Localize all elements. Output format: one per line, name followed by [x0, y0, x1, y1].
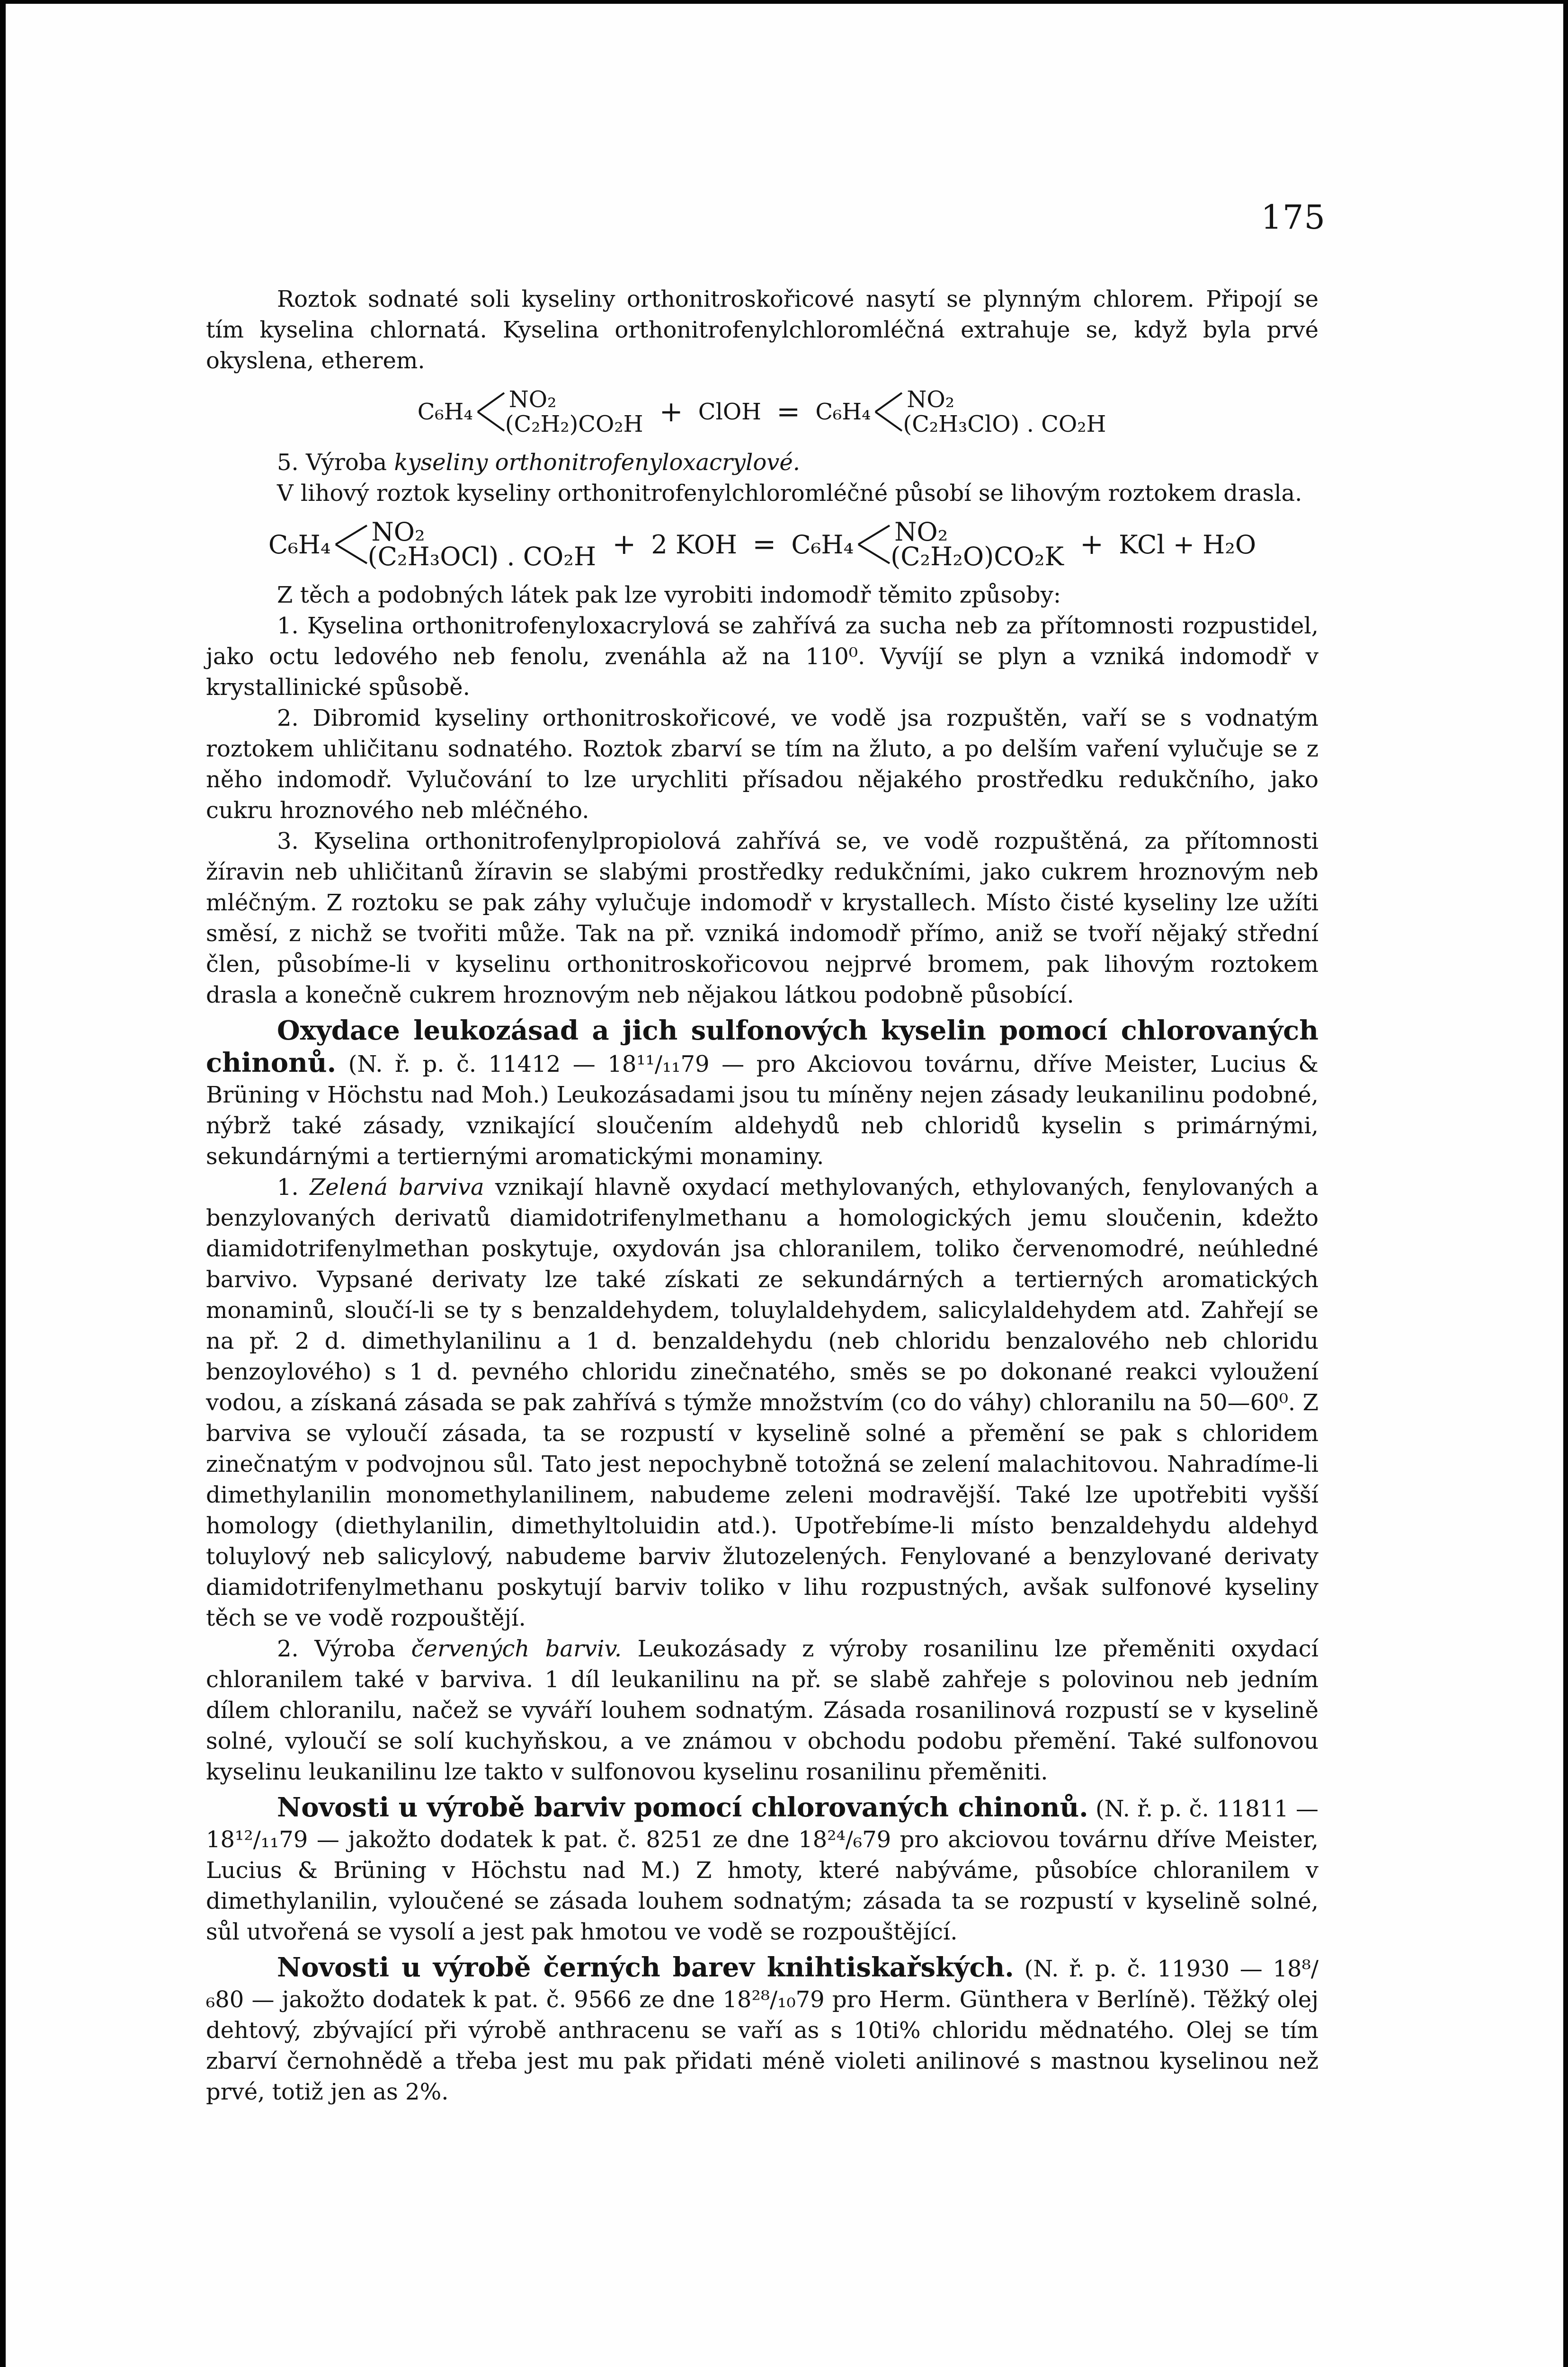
formula-2-right-base: C₆H₄	[791, 529, 854, 560]
formula-2-right-top: NO₂	[894, 517, 948, 547]
formula-2-plus-2: +	[1079, 527, 1104, 561]
section-novosti-cernych-heading: Novosti u výrobě černých barev knihtiskařských.	[277, 1952, 1014, 1983]
formula-2-right-bottom: (C₂H₂O)CO₂K	[891, 542, 1064, 571]
formula-2-reagent: 2 KOH	[651, 529, 738, 560]
bond-fork-icon	[857, 523, 891, 566]
methods-intro: Z těch a podobných látek pak lze vyrobiti indomodř těmito způsoby:	[277, 582, 1061, 608]
formula-1	[206, 376, 1319, 447]
formula-1-left-base: C₆H₄	[417, 398, 473, 425]
item-5-prefix: 5. Výroba	[277, 449, 394, 476]
scan-border-left	[0, 0, 6, 2367]
formula-2-products: KCl + H₂O	[1119, 529, 1256, 560]
formula-1-left-top: NO₂	[508, 386, 557, 413]
section-novosti-cernych-body: (N. ř. p. č. 11930 — 18⁸/₆80 — jakožto dodatek k pat. č. 9566 ze dne 18²⁸/₁₀79 pro Herm. Günthera v Berlíně). Těžký olej dehtový, zbývající při výrobě anthracenu se vaří as s 10ti% chloridu mědnatého. Olej se tím zbarví černohnědě a třeba jest mu pak přidati méně violeti anilinové s mastnou kyselinou než prvé, totiž jen as 2%.	[206, 1956, 1319, 2105]
item-5-title-line	[206, 447, 1319, 478]
section-novosti-barviv-heading: Novosti u výrobě barviv pomocí chlorovaných chinonů.	[277, 1792, 1088, 1823]
section-oxydace-heading: Oxydace leukozásad a jich sulfonových kyselin pomocí chlorovaných chinonů.	[206, 1015, 1319, 1078]
bond-fork-icon	[335, 523, 368, 566]
method-3: 3. Kyselina orthonitrofenylpropiolová zahřívá se, ve vodě rozpuštěná, za přítomnosti žíravin neb uhličitanů žíravin se slabými prostředky redukčními, jako cukrem hroznovým neb mléčným. Z roztoku se pak záhy vylučuje indomodř v krystallech. Místo čisté kyseliny lze užíti směsí, z nichž se tvořiti může. Tak na př. vzniká indomodř přímo, aniž se tvoří nějaký střední člen, působíme-li v kyselinu orthonitroskořicovou nejprvé bromem, pak lihovým roztokem drasla a konečně cukrem hroznovým neb nějakou látkou podobně působící.	[206, 828, 1319, 1008]
item-2-text: Leukozásady z výroby rosanilinu lze přeměniti oxydací chloranilem také v barviva. 1 díl leukanilinu na př. se slabě zahřeje s polovinou neb jedním dílem chloranilu, načež se vyváří louhem sodnatým. Zásada rosanilinová rozpustí se v kyselině solné, vyloučí se solí kuchyňskou, a ve známou v obchodu podobu přemění. Také sulfonovou kyselinu leukanilinu lze takto v sulfonovou kyselinu rosanilinu přeměniti.	[206, 1636, 1319, 1785]
item-2-title: červených barviv.	[411, 1636, 622, 1662]
formula-1-right-branches	[903, 387, 1106, 436]
item-1-prefix: 1.	[277, 1174, 310, 1201]
formula-2-left-top: NO₂	[371, 517, 425, 547]
scan-border-right	[1563, 0, 1568, 2367]
formula-1-equals: =	[776, 395, 801, 428]
formula-2-left-bottom: (C₂H₃OCl) . CO₂H	[367, 542, 597, 571]
formula-2-left-base: C₆H₄	[268, 529, 331, 560]
item-1-title: Zelená barviva	[309, 1174, 484, 1201]
formula-2-equals: =	[752, 527, 776, 561]
formula-1-right-base: C₆H₄	[815, 398, 871, 425]
formula-2-right-branches	[891, 517, 1064, 571]
section-oxydace-body: (N. ř. p. č. 11412 — 18¹¹/₁₁79 — pro Akciovou továrnu, dříve Meister, Lucius & Brüning v Höchstu nad Moh.) Leukozásadami jsou tu míněny nejen zásady leukanilinu podobné, nýbrž také zásady, vznikající sloučením aldehydů neb chloridů kyselin s primárnými, sekundárnými a tertiernými aromatickými monaminy.	[206, 1051, 1319, 1170]
item-1-text: vznikají hlavně oxydací methylovaných, ethylovaných, fenylovaných a benzylovaných derivatů diamidotrifenylmethanu a homologických jemu sloučenin, kdežto diamidotrifenylmethan poskytuje, oxydován jsa chloranilem, toliko červenomodré, neúhledné barvivo. Vypsané derivaty lze také získati ze sekundárných a tertierných aromatických monaminů, sloučí-li se ty s benzaldehydem, toluylaldehydem, salicylaldehydem atd. Zahřejí se na př. 2 d. dimethylanilinu a 1 d. benzaldehydu (neb chloridu benzalového neb chloridu benzoylového) s 1 d. pevného chloridu zinečnatého, směs se po dokonané reakci vyloužení vodou, a získaná zásada se pak zahřívá s týmže množstvím (co do váhy) chloranilu na 50—60⁰. Z barviva se vyloučí zásada, ta se rozpustí v kyselině solné a přemění se pak s chloridem zinečnatým v podvojnou sůl. Tato jest nepochybně totožná se zelení malachitovou. Nahradíme-li dimethylanilin monomethylanilinem, nabudeme zeleni modravější. Také lze upotřebiti vyšší homology (diethylanilin, dimethyltoluidin atd.). Upotřebíme-li místo benzaldehydu aldehyd toluylový neb salicylový, nabudeme barviv žlutozelených. Fenylované a benzylované derivaty diamidotrifenylmethanu poskytují barviv toliko v lihu rozpustných, avšak sulfonové kyseliny těch se ve vodě rozpouštějí.	[206, 1174, 1319, 1631]
formula-1-left-branches	[505, 387, 643, 436]
bond-fork-icon	[477, 391, 505, 433]
formula-2-plus-1: +	[612, 527, 636, 561]
page-body	[206, 284, 1319, 2108]
section-novosti-barviv	[206, 1792, 1319, 1948]
formula-1-plus: +	[659, 395, 683, 428]
section-oxydace-item-2	[206, 1634, 1319, 1788]
item-5-title: kyseliny orthonitrofenyloxacrylové.	[394, 449, 801, 476]
method-1: 1. Kyselina orthonitrofenyloxacrylová se zahřívá za sucha neb za přítomnosti rozpustidel, jako octu ledového neb fenolu, zvenáhla až na 110⁰. Vyvíjí se plyn a vzniká indomodř v krystallinické spůsobě.	[206, 613, 1319, 701]
page-number: 175	[1261, 198, 1326, 237]
item-5-text: V lihový roztok kyseliny orthonitrofenylchloromléčné působí se lihovým roztokem drasla.	[277, 480, 1302, 507]
formula-1-left-bottom: (C₂H₂)CO₂H	[505, 411, 643, 437]
formula-1-right-top: NO₂	[907, 386, 954, 413]
section-oxydace-item-1	[206, 1172, 1319, 1634]
item-2-prefix: 2. Výroba	[277, 1636, 411, 1662]
intro-paragraph: Roztok sodnaté soli kyseliny orthonitroskořicové nasytí se plynným chlorem. Připojí se tím kyselina chlornatá. Kyselina orthonitrofenylchloromléčná extrahuje se, když byla prvé okyslena, etherem.	[206, 286, 1319, 374]
formula-2-left-branches	[367, 517, 597, 571]
bond-fork-icon	[874, 391, 903, 433]
formula-2	[206, 509, 1319, 580]
formula-1-right-bottom: (C₂H₃ClO) . CO₂H	[903, 411, 1106, 437]
section-oxydace	[206, 1015, 1319, 1172]
scan-border-top	[0, 0, 1568, 4]
section-novosti-cernych	[206, 1952, 1319, 2108]
section-novosti-barviv-body: (N. ř. p. č. 11811 — 18¹²/₁₁79 — jakožto dodatek k pat. č. 8251 ze dne 18²⁴/₆79 pro akciovou továrnu dříve Meister, Lucius & Brüning v Höchstu nad M.) Z hmoty, které nabýváme, působíce chloranilem v dimethylanilin, vyloučené se zásada louhem sodnatým; zásada ta se rozpustí v kyselině solné, sůl utvořená se vysolí a jest pak hmotou ve vodě se rozpouštějící.	[206, 1796, 1319, 1945]
method-2: 2. Dibromid kyseliny orthonitroskořicové, ve vodě jsa rozpuštěn, vaří se s vodnatým roztokem uhličitanu sodnatého. Roztok zbarví se tím na žluto, a po delším vaření vylučuje se z něho indomodř. Vylučování to lze urychliti přísadou nějakého prostředku redukčního, jako cukru hroznového neb mléčného.	[206, 705, 1319, 824]
formula-1-reagent: ClOH	[698, 398, 762, 425]
